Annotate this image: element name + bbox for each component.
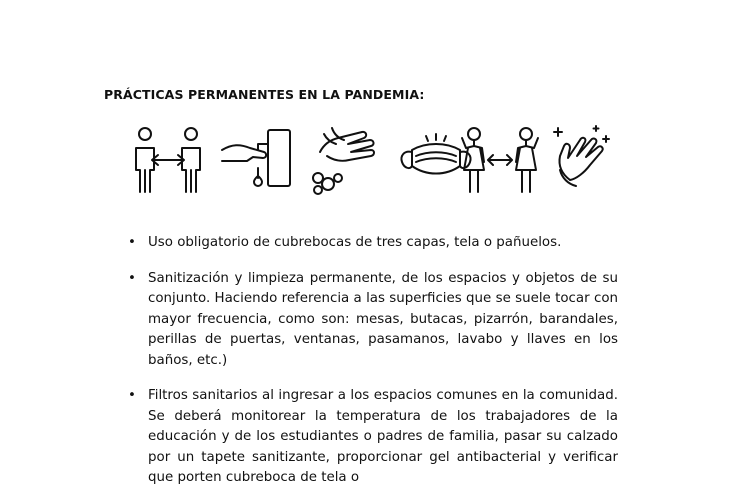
list-item — [128, 386, 618, 489]
list-item — [128, 269, 618, 372]
list-item-text: Filtros sanitarios al ingresar a los espacios comunes en la comunidad. Se deberá monitorear la temperatura de los trabajadores de la educación y de los estudiantes o padres de familia, pasar su calzado por un tapete sanitizante, proporcionar gel antibacterial y verificar que porten cubreboca de tela o — [148, 388, 618, 485]
social-distancing-icon — [130, 122, 206, 198]
practices-list — [128, 233, 618, 504]
hand-sanitizer-dispenser-icon — [220, 122, 296, 198]
bullet-icon: • — [128, 270, 136, 286]
list-item-text: Uso obligatorio de cubrebocas de tres capas, tela o pañuelos. — [148, 235, 562, 250]
bullet-icon: • — [128, 235, 136, 250]
section-heading: PRÁCTICAS PERMANENTES EN LA PANDEMIA: — [104, 87, 425, 102]
sanitized-hands-icon — [550, 122, 620, 198]
list-item-text: Sanitización y limpieza permanente, de los espacios y objetos de su conjunto. Haciendo referencia a las superficies que se suele tocar con mayor frecuencia, como son: mesas, butacas, pizarrón, barandales, perillas de puertas, ventanas, pasamanos, lavabo y llaves en los baños, etc.) — [148, 270, 618, 368]
hygiene-icons-row — [130, 122, 620, 198]
hand-washing-icon — [310, 122, 386, 198]
women-distancing-icon — [460, 122, 540, 198]
list-item — [128, 233, 618, 254]
bullet-icon: • — [128, 388, 136, 403]
